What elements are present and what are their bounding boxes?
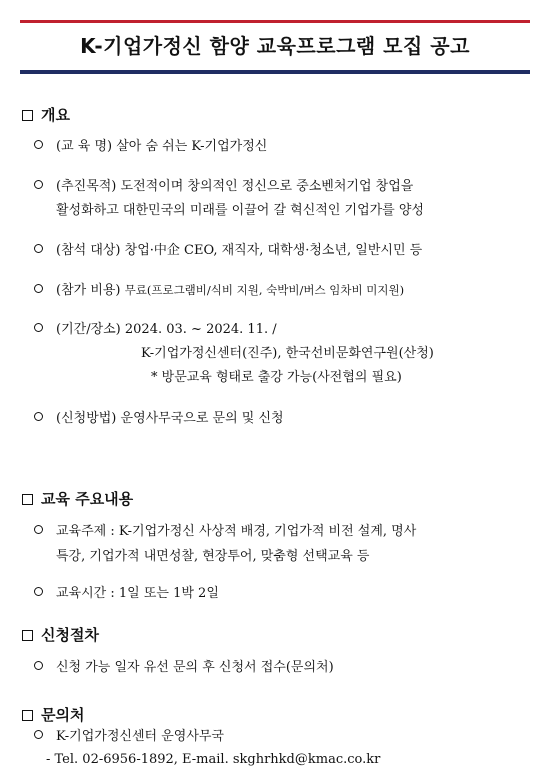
title-top-rule bbox=[20, 20, 530, 23]
circle-bullet-icon bbox=[34, 661, 43, 670]
section-heading-procedure bbox=[22, 624, 99, 645]
list-item-topic bbox=[34, 520, 416, 543]
circle-bullet-icon bbox=[34, 525, 43, 534]
topic-text-line1: 교육주제 : K-기업가정신 사상적 배경, 기업가적 비전 설계, 명사 bbox=[56, 524, 417, 539]
circle-bullet-icon bbox=[34, 730, 43, 739]
checkbox-square-icon bbox=[22, 710, 33, 721]
list-item-purpose bbox=[34, 175, 413, 198]
circle-bullet-icon bbox=[34, 140, 43, 149]
list-item-procedure bbox=[34, 656, 334, 679]
list-item-target bbox=[34, 239, 422, 262]
period-text-line2: K-기업가정신센터(진주), 한국선비문화연구원(산청) bbox=[141, 346, 434, 361]
section-title: 개요 bbox=[41, 106, 70, 124]
target-text: (참석 대상) 창업·中企 CEO, 재직자, 대학생·청소년, 일반시민 등 bbox=[56, 243, 423, 258]
checkbox-square-icon bbox=[22, 494, 33, 505]
contact-tel-email: - Tel. 02-6956-1892, E-mail. skghrhkd@kmac.co.kr bbox=[46, 752, 381, 767]
checkbox-square-icon bbox=[22, 110, 33, 121]
section-heading-overview bbox=[22, 104, 70, 125]
circle-bullet-icon bbox=[34, 587, 43, 596]
topic-text-line2: 특강, 기업가적 내면성찰, 현장투어, 맞춤형 선택교육 등 bbox=[56, 549, 370, 564]
section-title: 문의처 bbox=[41, 706, 85, 724]
cost-label: (참가 비용) bbox=[56, 283, 121, 298]
period-text-line1: (기간/장소) 2024. 03. ~ 2024. 11. / bbox=[56, 322, 277, 337]
apply-method-text: (신청방법) 운영사무국으로 문의 및 신청 bbox=[56, 411, 284, 426]
period-note: * 방문교육 형태로 출강 가능(사전협의 필요) bbox=[151, 370, 402, 385]
circle-bullet-icon bbox=[34, 180, 43, 189]
list-item-edu-name bbox=[34, 135, 267, 158]
section-title: 교육 주요내용 bbox=[41, 490, 134, 508]
page-title: K-기업가정신 함양 교육프로그램 모집 공고 bbox=[80, 34, 470, 58]
circle-bullet-icon bbox=[34, 323, 43, 332]
list-item-cost bbox=[34, 279, 404, 302]
list-item-apply-method bbox=[34, 407, 284, 430]
section-heading-contact bbox=[22, 704, 84, 725]
title-bottom-rule bbox=[20, 70, 530, 74]
purpose-text-line1: (추진목적) 도전적이며 창의적인 정신으로 중소벤처기업 창업을 bbox=[56, 179, 414, 194]
list-item-period bbox=[34, 318, 277, 341]
list-item-time bbox=[34, 582, 219, 605]
purpose-text-line2: 활성화하고 대한민국의 미래를 이끌어 갈 혁신적인 기업가를 양성 bbox=[56, 203, 424, 218]
circle-bullet-icon bbox=[34, 412, 43, 421]
procedure-text: 신청 가능 일자 유선 문의 후 신청서 접수(문의처) bbox=[56, 660, 334, 675]
circle-bullet-icon bbox=[34, 284, 43, 293]
contact-org-text: K-기업가정신센터 운영사무국 bbox=[56, 729, 224, 744]
section-heading-content bbox=[22, 488, 133, 509]
checkbox-square-icon bbox=[22, 630, 33, 641]
list-item-contact bbox=[34, 725, 224, 748]
section-title: 신청절차 bbox=[41, 626, 99, 644]
edu-name-text: (교 육 명) 살아 숨 쉬는 K-기업가정신 bbox=[56, 139, 268, 154]
circle-bullet-icon bbox=[34, 244, 43, 253]
time-text: 교육시간 : 1일 또는 1박 2일 bbox=[56, 586, 219, 601]
cost-value: 무료(프로그램비/식비 지원, 숙박비/버스 임차비 미지원) bbox=[124, 283, 405, 297]
